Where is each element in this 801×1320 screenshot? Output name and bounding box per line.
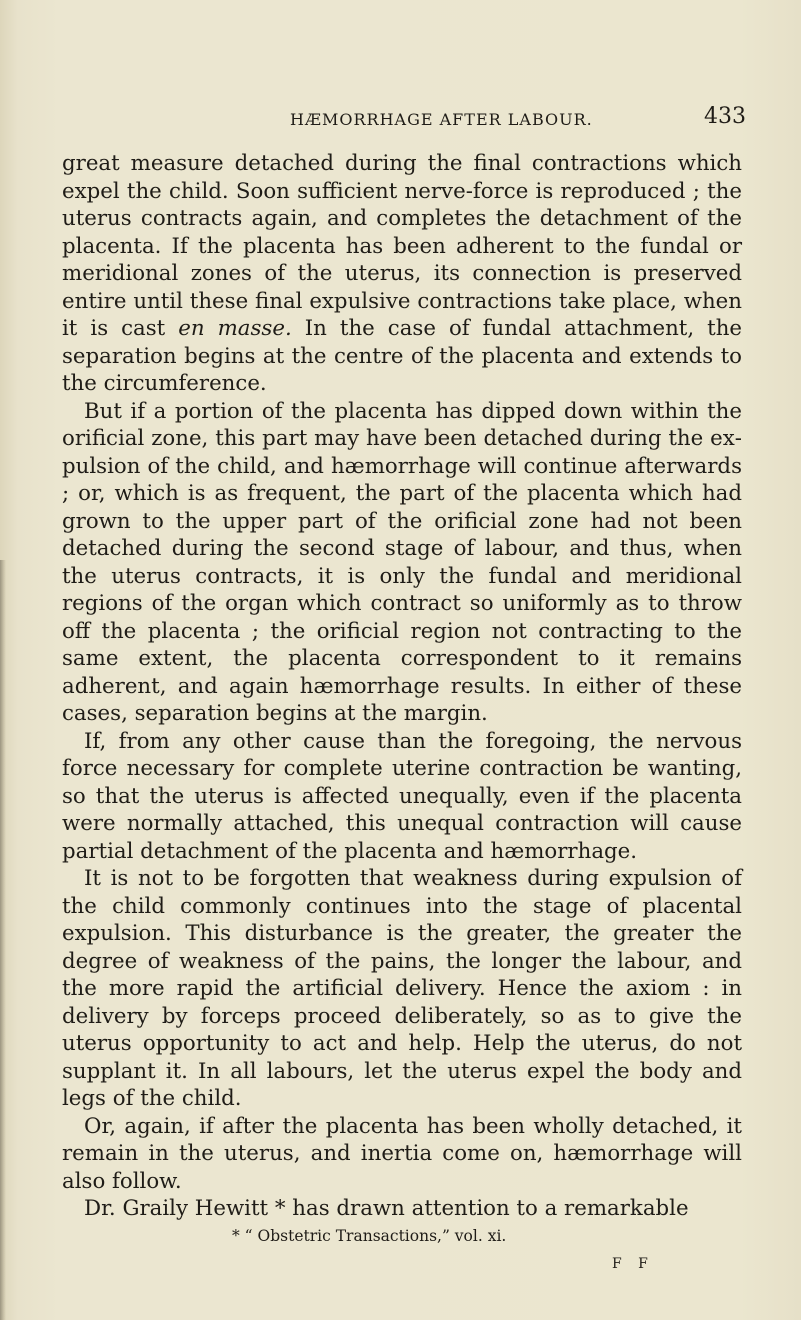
paragraph-4: It is not to be forgotten that weakness during expulsion of the child commonly continues into the stage of placental expulsion. This disturbance is the greater, the greater the degree of weakness of the pains, the longer the labour, and the more rapid the artificial delivery. Hence the axiom : in delivery by forceps proceed deliberately, so as to give the uterus opportunity to act and help. Help the uterus, do not supplant it. In all labours, let the uterus expel the body and legs of the child. bbox=[62, 866, 742, 1111]
body-text bbox=[62, 150, 742, 1223]
paragraph-3: If, from any other cause than the foregoing, the nervous force necessary for complete uterine contraction be wanting, so that the uterus is affected unequally, even if the placenta were normally attached, this unequal contraction will cause partial detachment of the placenta and hæmorrhage. bbox=[62, 728, 742, 864]
page-header bbox=[290, 104, 801, 134]
italic-phrase: en masse. bbox=[178, 316, 292, 341]
running-head: HÆMORRHAGE AFTER LABOUR. bbox=[290, 110, 593, 129]
signature-mark: F F bbox=[612, 1256, 654, 1272]
paragraph-6: Dr. Graily Hewitt * has drawn attention to a remarkable bbox=[84, 1196, 689, 1221]
footnote: * “ Obstetric Transactions,” vol. xi. bbox=[232, 1227, 507, 1245]
paragraph-2: But if a portion of the placenta has dipped down within the orificial zone, this part may have been detached during the expulsion of the child, and hæmorrhage will continue afterwards ; or, which is as frequent, the part of the placenta which had grown to the upper part of the orificial zone had not been detached during the second stage of labour, and thus, when the uterus contracts, it is only the fundal and meridional regions of the organ which contract so uniformly as to throw off the placenta ; the orificial region not contracting to the same extent, the placenta correspondent to it remains adherent, and again hæmorrhage results. In either of these cases, separation begins at the margin. bbox=[62, 398, 742, 726]
paragraph-5: Or, again, if after the placenta has been wholly detached, it remain in the uterus, and inertia come on, hæmorrhage will also follow. bbox=[62, 1113, 742, 1194]
paragraph-1: great measure detached during the final contractions which expel the child. Soon sufficient nerve-force is reproduced ; the uterus contracts again, and completes the detachment of the placenta. If the placenta has been adherent to the fundal or meridional zones of the uterus, its connection is preserved entire until these final expulsive contractions take place, when it is cast en masse. In the case of fundal attachment, the separation begins at the centre of the placenta and extends to the circumference. bbox=[62, 151, 743, 396]
page-number: 433 bbox=[704, 104, 746, 129]
binding-gutter-shadow bbox=[0, 560, 6, 1320]
